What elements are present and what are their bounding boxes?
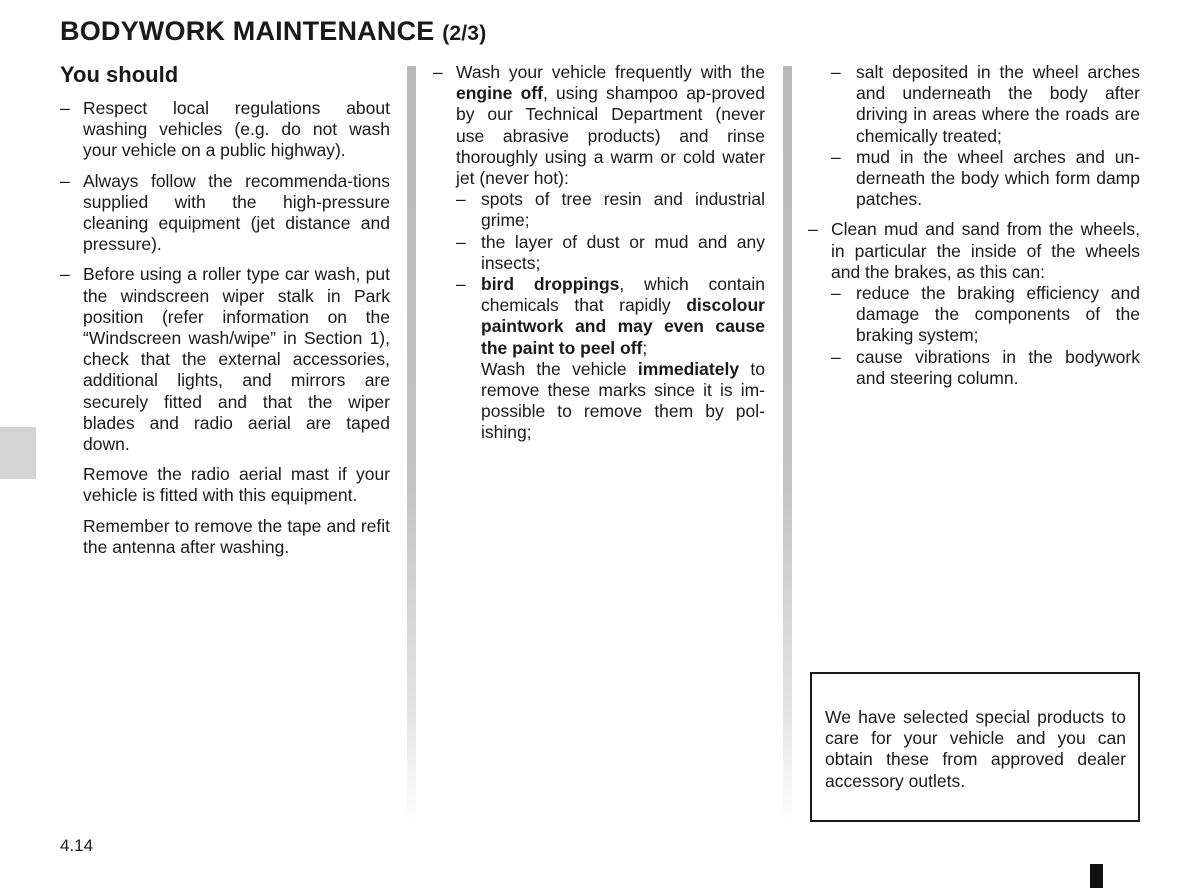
- section-tab: [0, 427, 36, 479]
- bullet-dash: –: [831, 146, 841, 167]
- list-item-text: Before using a roller type car wash, put the windscreen wiper stalk in Park position (refer information on the “Windscreen wash/wipe” in Section 1), check that the external accessories, additional lights, and mirrors are securely fitted and that the wiper blades and radio aerial are taped down.: [83, 264, 390, 455]
- note-box: [810, 672, 1140, 822]
- sub-list-item: [831, 62, 1140, 147]
- list-item: [60, 264, 390, 455]
- title-text: BODYWORK MAINTENANCE: [60, 16, 435, 46]
- sub-list-item: [456, 274, 765, 444]
- list-item-text: Clean mud and sand from the wheels, in particular the inside of the wheels and the brakes, as this can:: [831, 219, 1140, 282]
- column-divider: [407, 66, 416, 826]
- sub-list-item: [831, 283, 1140, 347]
- sub-item-text: mud in the wheel arches and un-derneath the body which form damp patches.: [856, 146, 1140, 210]
- list-item: [808, 219, 1140, 389]
- bullet-dash: –: [433, 62, 443, 82]
- sub-item-text: spots of tree resin and industrial grime;: [481, 189, 765, 231]
- sub-list-item: [456, 232, 765, 274]
- text-run: to remove these marks since it is im-possible to remove them by pol-ishing;: [481, 358, 765, 443]
- list-item-text: Always follow the recommenda-tions supplied with the high-pressure cleaning equipment (jet distance and pressure).: [83, 170, 390, 255]
- column-1: [60, 62, 390, 567]
- bullet-dash: –: [60, 170, 70, 191]
- bullet-dash: –: [456, 231, 466, 252]
- sub-item-text: cause vibrations in the bodywork and steering column.: [856, 346, 1140, 388]
- emphasis-text: discolour paintwork and may even cause the paint to peel off: [481, 295, 765, 358]
- column-3: [808, 62, 1140, 398]
- list-item: [60, 98, 390, 162]
- sub-item-text: the layer of dust or mud and any insects;: [481, 231, 765, 273]
- paragraph: Remember to remove the tape and refit the antenna after washing.: [83, 515, 390, 557]
- emphasis-text: immediately: [637, 358, 740, 379]
- text-run: Wash your vehicle frequently with the: [456, 62, 765, 82]
- bullet-dash: –: [831, 283, 841, 304]
- page-title: [60, 16, 486, 47]
- bullet-dash: –: [60, 98, 70, 118]
- title-part: (2/3): [442, 22, 487, 45]
- list-item-text: Respect local regulations about washing vehicles (e.g. do not wash your vehicle on a public highway).: [83, 98, 390, 161]
- sub-list-item: [831, 147, 1140, 211]
- note-text: We have selected special products to care for your vehicle and you can obtain these from approved dealer accessory outlets.: [825, 707, 1126, 791]
- text-run: , which contain chemicals that rapidly: [481, 274, 765, 316]
- bullet-dash: –: [831, 62, 841, 82]
- sub-item-continuation: [481, 359, 765, 444]
- bullet-dash: –: [831, 346, 841, 367]
- bullet-dash: –: [808, 219, 818, 240]
- bullet-dash: –: [60, 264, 70, 285]
- sub-list-item: [456, 189, 765, 231]
- sub-list-item: [831, 347, 1140, 389]
- bullet-dash: –: [456, 274, 466, 295]
- text-run: Wash the vehicle: [481, 358, 638, 379]
- sub-item-text: salt deposited in the wheel arches and underneath the body after driving in areas where the roads are chemically treated;: [856, 62, 1140, 146]
- paragraph: Remove the radio aerial mast if your vehicle is fitted with this equipment.: [83, 464, 390, 506]
- column-2: [433, 62, 765, 453]
- sub-item-text: reduce the braking efficiency and damage the components of the braking system;: [856, 283, 1140, 346]
- page-edge-marker: [1090, 864, 1103, 888]
- list-item: [433, 62, 765, 444]
- section-subtitle: You should: [60, 62, 179, 87]
- emphasis-text: engine off: [456, 83, 543, 104]
- list-item: [60, 171, 390, 256]
- emphasis-text: bird droppings: [481, 274, 620, 295]
- text-run: ;: [642, 337, 648, 358]
- page-number: 4.14: [60, 836, 94, 855]
- bullet-dash: –: [456, 189, 466, 210]
- column-divider: [783, 66, 792, 826]
- text-run: , using shampoo ap-proved by our Technical Department (never use abrasive products) and rinse thoroughly using a warm or cold water jet (never hot):: [456, 83, 765, 189]
